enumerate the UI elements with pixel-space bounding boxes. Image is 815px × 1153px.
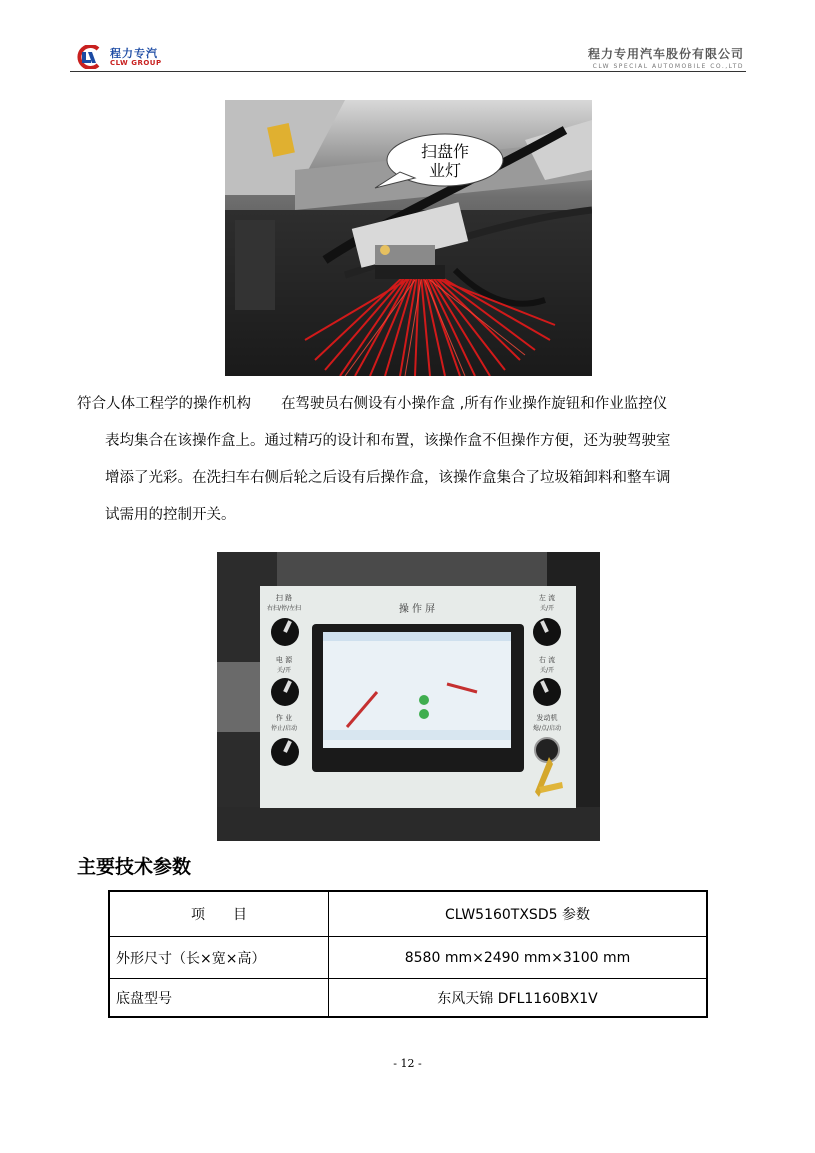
- panel-title: 操 作 屏: [398, 604, 436, 615]
- table-cell: 东风天锦 DFL1160BX1V: [329, 979, 708, 1018]
- clw-logo-icon: [74, 45, 102, 69]
- page-number: - 12 -: [393, 1057, 422, 1070]
- right-knob-3-sub: 熄/点/启动: [532, 725, 562, 732]
- page-header: [70, 40, 746, 74]
- right-knob-2-title: 右 流: [538, 656, 556, 664]
- paragraph-line: 试需用的控制开关。: [105, 507, 236, 523]
- spec-table: [108, 890, 708, 1018]
- right-knob-1-sub: 关/开: [539, 605, 555, 612]
- photo-control-box: [217, 552, 600, 841]
- left-knob-2-title: 电 源: [275, 656, 293, 664]
- company-name: [588, 45, 744, 70]
- company-logo: [70, 43, 180, 71]
- logo-cn-text: 程力专汽: [110, 47, 158, 60]
- table-row: [109, 937, 707, 979]
- right-knob-1-title: 左 流: [538, 594, 556, 602]
- right-knob-2-sub: 关/开: [539, 667, 555, 674]
- description-paragraph: [77, 386, 749, 534]
- header-divider: [70, 71, 746, 72]
- paragraph-line: 表均集合在该操作盒上。通过精巧的设计和布置，该操作盒不但操作方便，还为驶驾驶室: [105, 433, 671, 449]
- paragraph-line: 增添了光彩。在洗扫车右侧后轮之后设有后操作盒，该操作盒集合了垃圾箱卸料和整车调: [105, 470, 671, 486]
- company-name-cn: 程力专用汽车股份有限公司: [587, 47, 744, 61]
- table-cell: 底盘型号: [109, 979, 329, 1018]
- left-knob-1-title: 扫 路: [275, 594, 293, 602]
- photo-control-box-illustration: [217, 552, 600, 841]
- logo-en-text: CLW GROUP: [110, 59, 162, 67]
- section-title: 主要技术参数: [77, 856, 192, 878]
- table-header-row: [109, 891, 707, 937]
- company-name-en: CLW SPECIAL AUTOMOBILE CO.,LTD: [592, 63, 744, 70]
- table-header-cell: 项 目: [109, 891, 329, 937]
- table-cell: 外形尺寸（长×宽×高）: [109, 937, 329, 979]
- left-knob-2-sub: 关/开: [276, 667, 292, 674]
- ignition-key-switch: [535, 738, 559, 762]
- table-cell: 8580 mm×2490 mm×3100 mm: [329, 937, 708, 979]
- table-header-cell: CLW5160TXSD5 参数: [329, 891, 708, 937]
- paragraph-line: [77, 386, 749, 423]
- paragraph-first-rest: 在驾驶员右侧设有小操作盒 ,所有作业操作旋钮和作业监控仪: [281, 396, 668, 412]
- photo-sweeper-brush-illustration: [225, 100, 592, 376]
- left-knob-3-sub: 停止/启动: [270, 725, 298, 732]
- left-knob-3-title: 作 业: [275, 714, 293, 722]
- table-row: [109, 979, 707, 1018]
- photo-sweeper-brush: [225, 100, 592, 376]
- paragraph-lead: 符合人体工程学的操作机构: [77, 396, 251, 412]
- callout-line-2: 业灯: [428, 161, 462, 180]
- left-knob-1-sub: 右扫/停/左扫: [266, 605, 302, 612]
- right-knob-3-title: 发动机: [536, 714, 558, 722]
- callout-line-1: 扫盘作: [420, 142, 470, 161]
